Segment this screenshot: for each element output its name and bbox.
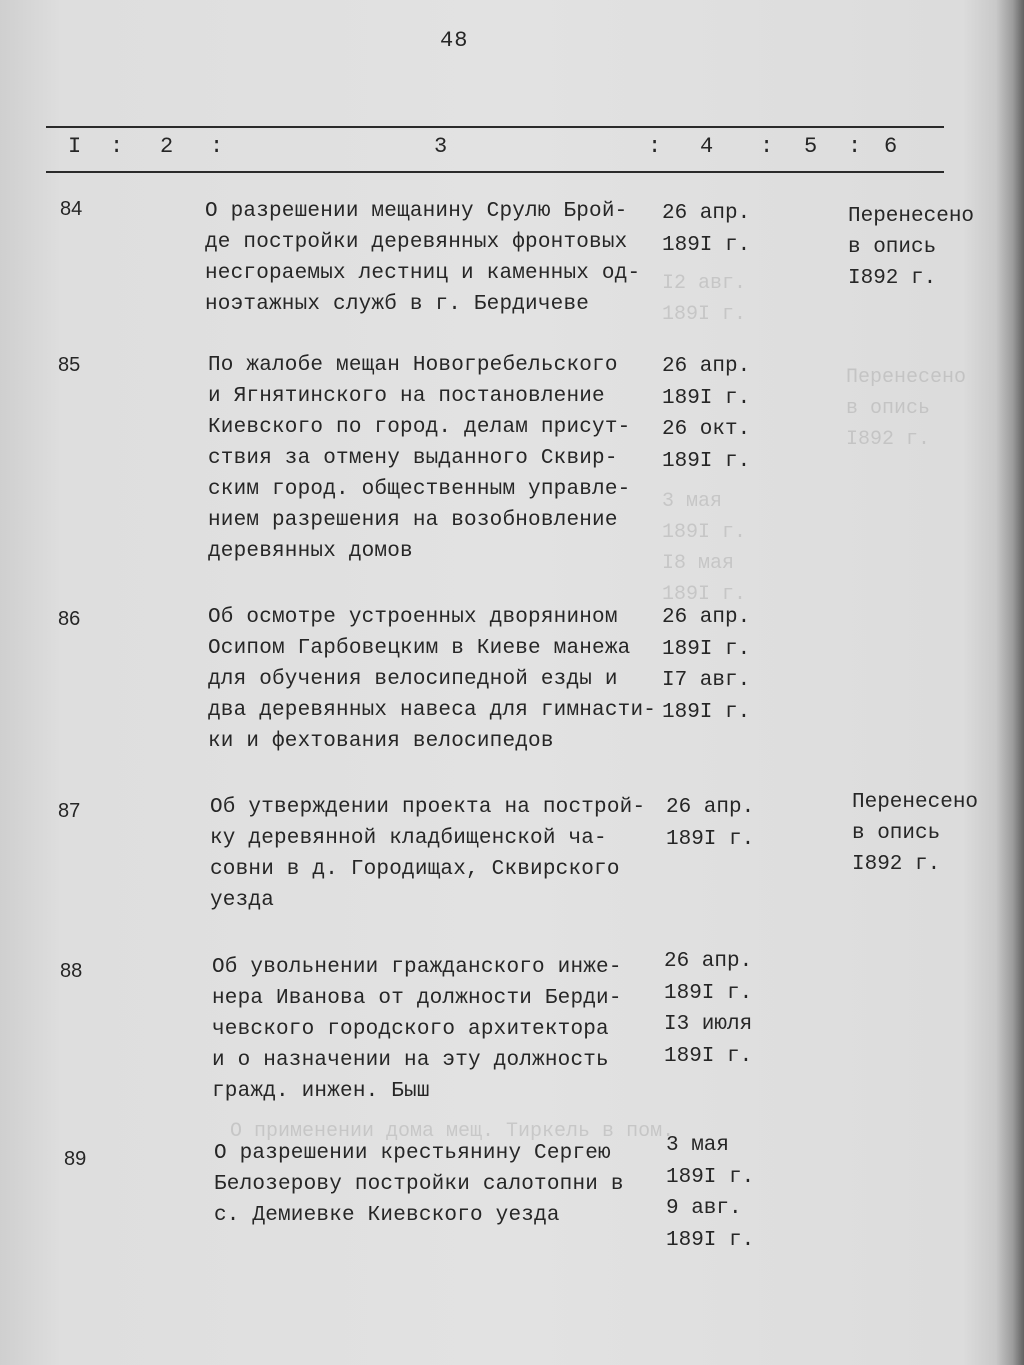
column-header-1: I: [68, 134, 82, 159]
entry-dates: 26 апр. 189I г. 26 окт. 189I г.: [662, 355, 751, 473]
page-number: 48: [440, 28, 469, 53]
header-bottom-rule: [46, 171, 944, 173]
column-separator: :: [648, 134, 662, 159]
entry-title: О разрешении мещанину Срулю Брой- де постройки деревянных фронтовых несгораемых лестниц и каменных од- ноэтажных служб в г. Бердичеве: [205, 200, 641, 316]
column-header-5: 5: [804, 134, 818, 159]
entry-number: 88: [60, 960, 83, 982]
column-separator: :: [210, 134, 224, 159]
page-edge-shadow: [996, 0, 1024, 1365]
entry-number: 85: [58, 354, 81, 376]
entry-dates: 26 апр. 189I г.: [662, 202, 751, 257]
entry-title: По жалобе мещан Новогребельского и Ягнятинского на постановление Киевского по город. делам присут- ствия за отмену выданного Сквир- ским город. общественным управле- нием разрешения на возобновление деревянных домов: [208, 354, 631, 563]
entry-dates: 26 апр. 189I г. I7 авг. 189I г.: [662, 606, 751, 724]
entry-dates: 3 мая 189I г. 9 авг. 189I г.: [666, 1134, 755, 1252]
column-separator: :: [760, 134, 774, 159]
column-header-3: 3: [434, 134, 448, 159]
entry-number: 87: [58, 800, 81, 822]
entry-title: О разрешении крестьянину Сергею Белозерову постройки салотопни в с. Демиевке Киевского уезда: [214, 1142, 624, 1227]
bleed-through-text: О применении дома мещ. Тиркель в пом.: [230, 1120, 675, 1143]
entry-number: 89: [64, 1148, 87, 1170]
header-top-rule: [46, 126, 944, 128]
bleed-through-text: 3 мая 189I г. I8 мая 189I г.: [662, 490, 747, 606]
column-header-4: 4: [700, 134, 714, 159]
entry-title: Об увольнении гражданского инже- нера Иванова от должности Берди- чевского городского архитектора и о назначении на эту должность гражд. инжен. Быш: [212, 956, 622, 1103]
entry-title: Об утверждении проекта на построй- ку деревянной кладбищенской ча- совни в д. Городищах, Сквирского уезда: [210, 796, 646, 912]
entry-note: Перенесено в опись I892 г.: [852, 791, 979, 876]
entry-dates: 26 апр. 189I г.: [666, 796, 755, 851]
column-separator: :: [848, 134, 862, 159]
entry-dates: 26 апр. 189I г. I3 июля 189I г.: [664, 950, 753, 1068]
bleed-through-text: I2 авг. 189I г.: [662, 272, 747, 326]
column-header-6: 6: [884, 134, 898, 159]
entry-title: Об осмотре устроенных дворянином Осипом Гарбовецким в Киеве манежа для обучения велосипедной езды и два деревянных навеса для гимнасти- ки и фехтования велосипедов: [208, 606, 657, 753]
entry-number: 84: [60, 198, 83, 220]
column-separator: :: [110, 134, 124, 159]
column-header-2: 2: [160, 134, 174, 159]
entry-note: Перенесено в опись I892 г.: [848, 205, 975, 290]
bleed-through-text: Перенесено в опись I892 г.: [846, 366, 967, 451]
entry-number: 86: [58, 608, 81, 630]
